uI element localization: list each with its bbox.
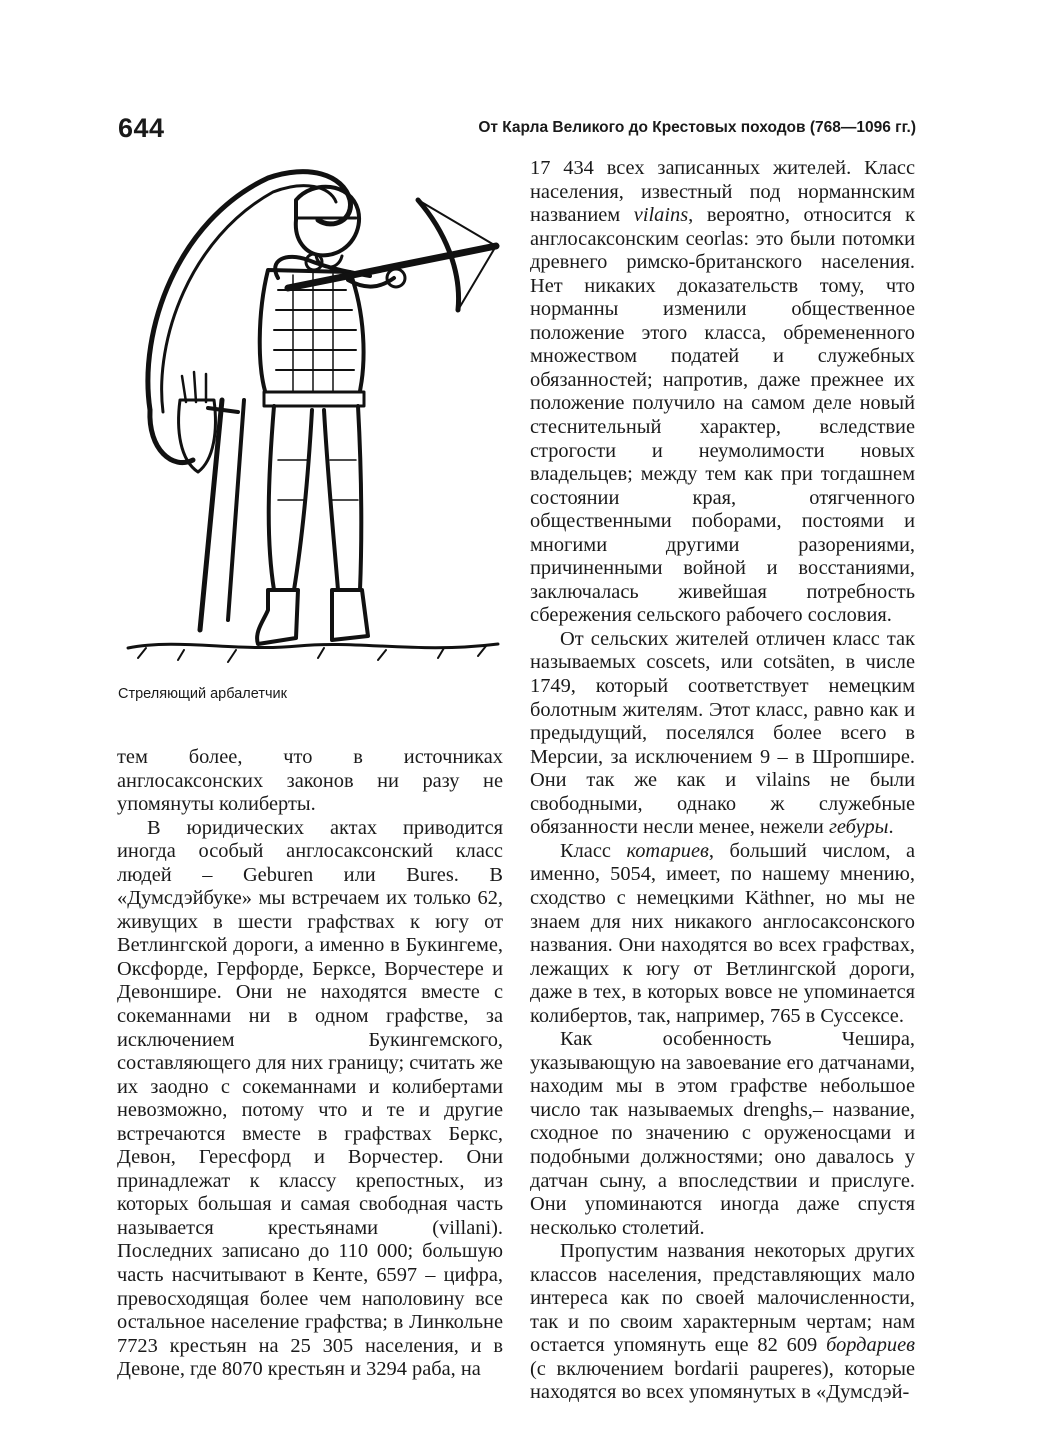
left-column <box>117 746 503 1382</box>
crossbowman-illustration <box>118 160 510 680</box>
paragraph: От сельских жителей отличен класс так называемых coscets, или cotsäten, в числе 1749, который соответствует немецким болотным жителям. Этот класс, равно как и предыдущий, поселялся более всего в Мерсии, за исключением 9 – в Шропшире. Они так же как и vilains не были свободными, однако ж служебные обязанности несли менее, нежели гебуры. <box>530 627 915 839</box>
paragraph: Пропустим названия некоторых других классов населения, представляющих мало интереса как по своей малочисленности, так и по своим характерным чертам; нам остается упомянуть еще 82 609 бордариев (с включением bordarii pauperes), которые находятся во всех упомянутых в «Думсдэй- <box>530 1240 915 1404</box>
paragraph: 17 434 всех записанных жителей. Класс населения, известный под норманнским названием vilains, вероятно, относится к англосаксонским ceorlas: это были потомки древнего римско-британского населения. Нет никаких доказательств тому, что норманны изменили общественное положение этого класса, обремененного множеством податей и служебных обязанностей; напротив, даже прежнее их положение получило на самом деле новый стеснительный характер, вследствие строгости и неумолимости новых владельцев; между тем как при тогдашнем состоянии края, отягченного общественными поборами, постоями и многими другими разорениями, причиненными войной и восстаниями, заключалась живейшая потребность сбережения сельского рабочего сословия. <box>530 157 915 627</box>
page-number: 644 <box>118 113 165 143</box>
paragraph: Как особенность Чешира, указывающую на завоевание его датчанами, находим мы в этом графстве небольшое число так называемых drenghs,– название, сходное по значению с оруженосцами и подобными должностями; оно давалось у датчан сыну, а впоследствии и прислуге. Они упоминаются иногда даже спустя несколько столетий. <box>530 1028 915 1239</box>
running-title: От Карла Великого до Крестовых походов (768—1096 гг.) <box>478 119 916 136</box>
paragraph: Класс котариев, больший числом, а именно, 5054, имеет, по нашему мнению, сходство с немецкими Käthner, но мы не знаем для них никакого англосаксонского названия. Они находятся во всех графствах, лежащих к югу от Ветлингской дороги, даже в тех, в которых вовсе не упоминается колибертов, так, например, 765 в Суссексе. <box>530 839 915 1027</box>
paragraph: В юридических актах приводится иногда особый англосаксонский класс людей – Geburen или Bures. В «Думсдэйбуке» мы встречаем их только 62, живущих в шести графствах к югу от Ветлингской дороги, а именно в Букингеме, Оксфорде, Герфорде, Берксе, Ворчестере и Девоншире. Они не находятся вместе с сокеманнами ни в одном графстве, за исключением Букингемского, составляющего для них границу; считать же их заодно с сокеманнами и колибертами невозможно, потому что и те и другие встречаются вместе в графствах Беркс, Девон, Гересфорд и Ворчестер. Они принадлежат к классу крепостных, из которых большая и самая свободная часть называется крестьянами (villani). Последних записано до 110 000; большую часть насчитывают в Кенте, 6597 – цифра, превосходящая более чем наполовину все остальное население графства; в Линкольне 7723 крестьян на 25 305 населения, и в Девоне, где 8070 крестьян и 3294 раба, на <box>117 816 503 1381</box>
figure-caption: Стреляющий арбалетчик <box>118 686 287 702</box>
paragraph: тем более, что в источниках англосаксонских законов ни разу не упомянуты колиберты. <box>117 746 503 816</box>
right-column <box>530 157 915 1405</box>
